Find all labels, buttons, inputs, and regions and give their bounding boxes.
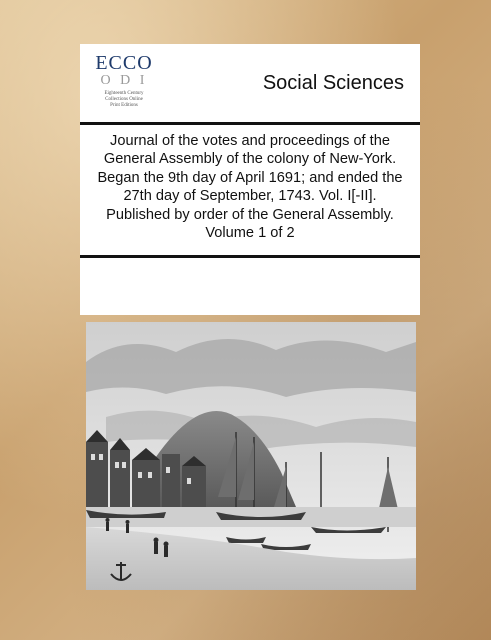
spacer-panel [80, 258, 420, 315]
ecco-logo-mark-shadow: O D I [100, 73, 148, 88]
logo-caption-line: Collections Online [105, 97, 143, 102]
logo-caption-line: Print Editions [110, 103, 138, 108]
header-panel [80, 44, 420, 122]
ecco-logo-mark: ECCO [95, 52, 153, 74]
book-title: Journal of the votes and proceedings of the General Assembly of the colony of New-York. Began the 9th day of April 1691; and ended the 27th day of September, 1743. Vol. I[-II]. Published by order of the General Assembly. Volume 1 of 2 [97, 133, 403, 242]
logo-caption-line: Eighteenth Century [104, 91, 144, 96]
ecco-logo-caption [88, 91, 160, 109]
ecco-logo [88, 50, 160, 116]
series-title: Social Sciences [262, 72, 404, 94]
harbor-illustration [86, 322, 416, 590]
title-panel [80, 125, 420, 255]
harbor-engraving-image [86, 322, 416, 590]
